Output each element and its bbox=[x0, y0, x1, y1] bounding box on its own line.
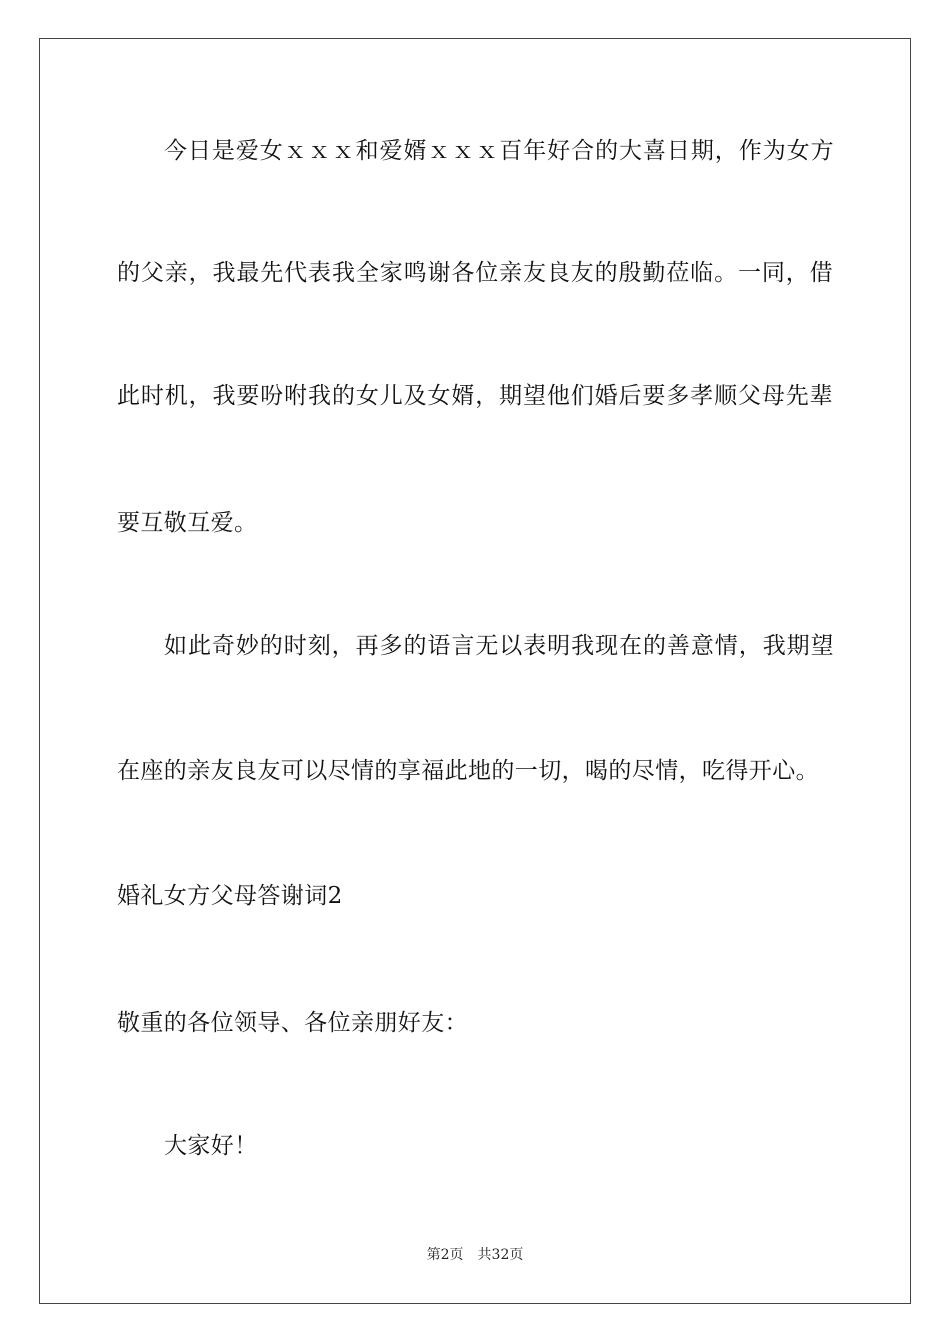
paragraph-line: 要互敬互爱。 bbox=[117, 510, 258, 536]
paragraph-line: 如此奇妙的时刻，再多的语言无以表明我现在的善意情，我期望 bbox=[164, 633, 834, 659]
section-heading: 婚礼女方父母答谢词2 bbox=[117, 883, 343, 909]
page-border bbox=[39, 38, 911, 1304]
paragraph-line: 今日是爱女ｘｘｘ和爱婿ｘｘｘ百年好合的大喜日期，作为女方 bbox=[164, 138, 834, 164]
paragraph-line: 的父亲，我最先代表我全家鸣谢各位亲友良友的殷勤莅临。一同，借 bbox=[117, 260, 833, 286]
page-footer bbox=[0, 1245, 950, 1265]
salutation-line: 敬重的各位领导、各位亲朋好友： bbox=[117, 1010, 468, 1036]
greeting-line: 大家好！ bbox=[164, 1133, 258, 1159]
page-number: 第2页 bbox=[426, 1247, 464, 1263]
paragraph-line: 此时机，我要吩咐我的女儿及女婿，期望他们婚后要多孝顺父母先辈 bbox=[117, 383, 833, 409]
paragraph-line: 在座的亲友良友可以尽情的享福此地的一切，喝的尽情，吃得开心。 bbox=[117, 758, 819, 784]
page-total: 共32页 bbox=[477, 1247, 524, 1263]
